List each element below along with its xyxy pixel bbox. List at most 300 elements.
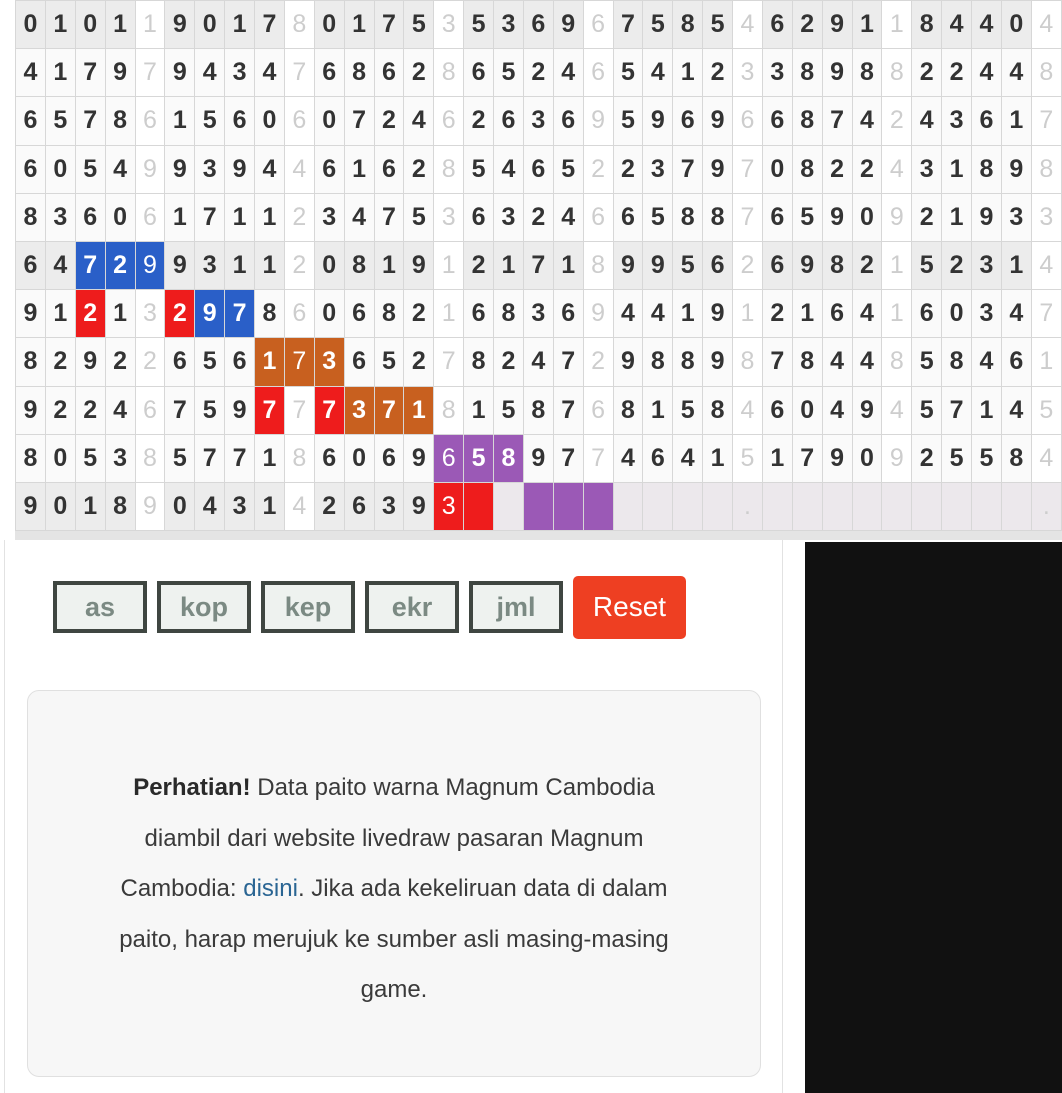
paito-cell[interactable]: 5 [45, 97, 75, 145]
paito-cell[interactable]: 0 [942, 290, 972, 338]
paito-cell[interactable]: 5 [673, 241, 703, 289]
paito-cell[interactable]: 9 [1001, 145, 1031, 193]
paito-cell[interactable]: 7 [822, 97, 852, 145]
paito-separator-cell[interactable]: 6 [135, 193, 165, 241]
paito-cell[interactable]: 6 [374, 49, 404, 97]
paito-cell[interactable]: 0 [314, 290, 344, 338]
paito-separator-cell[interactable]: 6 [583, 1, 613, 49]
paito-cell[interactable]: 7 [255, 386, 285, 434]
paito-separator-cell[interactable]: 8 [434, 49, 464, 97]
paito-cell[interactable]: 8 [16, 434, 46, 482]
paito-cell[interactable]: 9 [613, 338, 643, 386]
paito-cell[interactable] [494, 482, 524, 530]
paito-cell[interactable]: 3 [314, 338, 344, 386]
paito-cell[interactable]: 5 [673, 386, 703, 434]
paito-cell[interactable]: 9 [822, 49, 852, 97]
input-as[interactable] [53, 581, 147, 633]
paito-separator-cell[interactable]: 2 [284, 193, 314, 241]
paito-cell[interactable]: 0 [195, 1, 225, 49]
paito-cell[interactable]: 4 [673, 434, 703, 482]
paito-separator-cell[interactable]: . [733, 482, 763, 530]
paito-cell[interactable]: 4 [1001, 49, 1031, 97]
paito-cell[interactable]: 2 [75, 386, 105, 434]
paito-cell[interactable]: 4 [613, 290, 643, 338]
input-jml[interactable] [469, 581, 563, 633]
paito-cell[interactable]: 5 [972, 434, 1002, 482]
paito-cell[interactable]: 9 [404, 434, 434, 482]
paito-cell[interactable]: 2 [374, 97, 404, 145]
paito-cell[interactable]: 1 [673, 290, 703, 338]
paito-cell[interactable]: 9 [523, 434, 553, 482]
paito-cell[interactable]: 4 [45, 241, 75, 289]
paito-cell[interactable]: 2 [404, 290, 434, 338]
paito-separator-cell[interactable]: 9 [882, 193, 912, 241]
paito-cell[interactable] [1001, 482, 1031, 530]
paito-cell[interactable] [673, 482, 703, 530]
paito-cell[interactable]: 2 [523, 49, 553, 97]
paito-cell[interactable]: 3 [972, 241, 1002, 289]
paito-cell[interactable]: 7 [374, 1, 404, 49]
paito-separator-cell[interactable]: 2 [284, 241, 314, 289]
paito-cell[interactable]: 9 [822, 193, 852, 241]
paito-cell[interactable]: 8 [972, 145, 1002, 193]
paito-cell[interactable]: 2 [494, 338, 524, 386]
paito-cell[interactable]: 1 [105, 290, 135, 338]
paito-cell[interactable]: 7 [165, 386, 195, 434]
paito-cell[interactable]: 1 [165, 193, 195, 241]
paito-separator-cell[interactable]: 6 [733, 97, 763, 145]
paito-cell[interactable]: 3 [643, 145, 673, 193]
paito-cell[interactable]: 2 [404, 145, 434, 193]
paito-separator-cell[interactable]: 7 [1031, 97, 1061, 145]
paito-cell[interactable]: 9 [105, 49, 135, 97]
paito-cell[interactable]: 8 [464, 338, 494, 386]
paito-cell[interactable]: 6 [673, 97, 703, 145]
paito-separator-cell[interactable]: 7 [434, 338, 464, 386]
paito-cell[interactable]: 6 [75, 193, 105, 241]
paito-separator-cell[interactable]: 4 [1031, 1, 1061, 49]
paito-cell[interactable]: 8 [613, 386, 643, 434]
paito-cell[interactable]: 4 [523, 338, 553, 386]
paito-separator-cell[interactable]: 1 [882, 1, 912, 49]
paito-cell[interactable]: 5 [613, 49, 643, 97]
paito-cell[interactable]: 1 [255, 482, 285, 530]
paito-cell[interactable]: 3 [344, 386, 374, 434]
paito-cell[interactable]: 9 [16, 386, 46, 434]
paito-cell[interactable]: 0 [16, 1, 46, 49]
paito-cell[interactable]: 6 [464, 290, 494, 338]
paito-cell[interactable] [613, 482, 643, 530]
paito-cell[interactable]: 1 [1001, 241, 1031, 289]
paito-cell[interactable]: 5 [165, 434, 195, 482]
paito-cell[interactable]: 1 [464, 386, 494, 434]
paito-separator-cell[interactable]: 4 [733, 386, 763, 434]
paito-cell[interactable]: 4 [852, 290, 882, 338]
paito-cell[interactable]: 8 [792, 338, 822, 386]
paito-cell[interactable]: 9 [703, 145, 733, 193]
paito-separator-cell[interactable]: 3 [434, 193, 464, 241]
paito-cell[interactable]: 7 [553, 338, 583, 386]
paito-cell[interactable]: 7 [523, 241, 553, 289]
paito-cell[interactable]: 2 [523, 193, 553, 241]
paito-cell[interactable]: 4 [553, 49, 583, 97]
paito-cell[interactable]: 4 [1001, 290, 1031, 338]
paito-cell[interactable]: 4 [643, 290, 673, 338]
paito-separator-cell[interactable]: 1 [882, 241, 912, 289]
paito-cell[interactable]: 3 [374, 482, 404, 530]
paito-separator-cell[interactable]: 9 [583, 290, 613, 338]
paito-cell[interactable]: 7 [792, 434, 822, 482]
input-kep[interactable] [261, 581, 355, 633]
paito-separator-cell[interactable]: 6 [583, 49, 613, 97]
paito-cell[interactable]: 5 [195, 338, 225, 386]
paito-separator-cell[interactable]: 4 [1031, 241, 1061, 289]
paito-cell[interactable]: 9 [703, 338, 733, 386]
paito-cell[interactable] [942, 482, 972, 530]
paito-cell[interactable]: 3 [942, 97, 972, 145]
paito-cell[interactable]: 7 [225, 290, 255, 338]
paito-separator-cell[interactable]: 8 [882, 49, 912, 97]
paito-separator-cell[interactable]: 6 [284, 97, 314, 145]
paito-cell[interactable]: 9 [165, 1, 195, 49]
paito-cell[interactable]: 0 [314, 241, 344, 289]
paito-cell[interactable]: 5 [404, 1, 434, 49]
paito-cell[interactable]: 2 [404, 49, 434, 97]
paito-separator-cell[interactable]: 8 [434, 386, 464, 434]
paito-cell[interactable]: 6 [912, 290, 942, 338]
paito-separator-cell[interactable]: 8 [1031, 145, 1061, 193]
paito-cell[interactable]: 4 [344, 193, 374, 241]
paito-cell[interactable] [822, 482, 852, 530]
paito-separator-cell[interactable]: 8 [583, 241, 613, 289]
paito-cell[interactable]: 6 [165, 338, 195, 386]
paito-cell[interactable]: 8 [912, 1, 942, 49]
paito-cell[interactable]: 1 [255, 434, 285, 482]
paito-cell[interactable]: 2 [105, 338, 135, 386]
paito-cell[interactable]: 8 [792, 97, 822, 145]
paito-cell[interactable]: 4 [613, 434, 643, 482]
paito-cell[interactable]: 4 [912, 97, 942, 145]
paito-cell[interactable]: 5 [613, 97, 643, 145]
paito-cell[interactable]: 9 [643, 97, 673, 145]
paito-cell[interactable]: 9 [972, 193, 1002, 241]
paito-cell[interactable]: 6 [344, 290, 374, 338]
paito-cell[interactable]: 2 [314, 482, 344, 530]
paito-cell[interactable]: 9 [703, 97, 733, 145]
paito-cell[interactable]: 8 [374, 290, 404, 338]
paito-cell[interactable]: 0 [1001, 1, 1031, 49]
paito-cell[interactable]: 3 [225, 482, 255, 530]
paito-cell[interactable]: 6 [494, 97, 524, 145]
paito-cell[interactable]: 7 [195, 193, 225, 241]
paito-cell[interactable]: 3 [225, 49, 255, 97]
paito-cell[interactable]: 2 [942, 49, 972, 97]
paito-cell[interactable]: 7 [613, 1, 643, 49]
paito-cell[interactable]: 6 [523, 1, 553, 49]
paito-cell[interactable]: 8 [16, 338, 46, 386]
paito-cell[interactable]: 1 [344, 1, 374, 49]
paito-cell[interactable]: 7 [255, 1, 285, 49]
paito-cell[interactable]: 5 [75, 434, 105, 482]
paito-separator-cell[interactable]: 7 [284, 338, 314, 386]
paito-separator-cell[interactable]: 6 [434, 97, 464, 145]
paito-cell[interactable]: 3 [45, 193, 75, 241]
paito-separator-cell[interactable]: 8 [284, 434, 314, 482]
paito-separator-cell[interactable]: 8 [1031, 49, 1061, 97]
paito-cell[interactable]: 7 [225, 434, 255, 482]
paito-cell[interactable]: 9 [404, 482, 434, 530]
paito-cell[interactable]: 2 [613, 145, 643, 193]
paito-cell[interactable]: 6 [762, 386, 792, 434]
paito-cell[interactable]: 5 [374, 338, 404, 386]
paito-cell[interactable]: 1 [404, 386, 434, 434]
paito-cell[interactable] [852, 482, 882, 530]
paito-cell[interactable]: 2 [792, 1, 822, 49]
paito-cell[interactable]: 6 [314, 49, 344, 97]
paito-cell[interactable]: 6 [225, 97, 255, 145]
paito-cell[interactable]: 1 [45, 49, 75, 97]
paito-cell[interactable]: 5 [464, 1, 494, 49]
paito-cell[interactable]: 8 [643, 338, 673, 386]
paito-cell[interactable]: 6 [225, 338, 255, 386]
paito-separator-cell[interactable]: 7 [284, 49, 314, 97]
paito-cell[interactable]: 1 [75, 482, 105, 530]
paito-cell[interactable]: 4 [105, 386, 135, 434]
paito-cell[interactable]: 9 [643, 241, 673, 289]
paito-cell[interactable]: 1 [225, 1, 255, 49]
paito-cell[interactable]: 8 [523, 386, 553, 434]
paito-cell[interactable]: 8 [703, 386, 733, 434]
paito-cell[interactable]: 8 [792, 49, 822, 97]
paito-cell[interactable]: 2 [105, 241, 135, 289]
paito-separator-cell[interactable]: 6 [583, 193, 613, 241]
paito-cell[interactable]: 9 [165, 145, 195, 193]
paito-cell[interactable]: 4 [255, 145, 285, 193]
paito-cell[interactable]: 6 [553, 97, 583, 145]
paito-cell[interactable]: 1 [852, 1, 882, 49]
paito-separator-cell[interactable]: 8 [284, 1, 314, 49]
paito-cell[interactable]: 4 [553, 193, 583, 241]
paito-cell[interactable]: 1 [1001, 97, 1031, 145]
paito-cell[interactable]: 3 [195, 241, 225, 289]
paito-cell[interactable]: 7 [374, 386, 404, 434]
paito-separator-cell[interactable]: 2 [733, 241, 763, 289]
paito-cell[interactable]: 5 [792, 193, 822, 241]
paito-cell[interactable]: 4 [972, 338, 1002, 386]
paito-cell[interactable]: 6 [344, 338, 374, 386]
paito-cell[interactable]: 0 [75, 1, 105, 49]
paito-cell[interactable]: 0 [255, 97, 285, 145]
paito-cell[interactable]: 8 [852, 49, 882, 97]
paito-cell[interactable]: 4 [404, 97, 434, 145]
paito-cell[interactable]: 3 [523, 97, 553, 145]
paito-cell[interactable]: 8 [344, 49, 374, 97]
paito-cell[interactable]: 4 [972, 49, 1002, 97]
paito-separator-cell[interactable]: 8 [733, 338, 763, 386]
paito-cell[interactable]: 4 [643, 49, 673, 97]
paito-cell[interactable]: 1 [255, 241, 285, 289]
paito-cell[interactable]: 8 [1001, 434, 1031, 482]
paito-cell[interactable]: 7 [314, 386, 344, 434]
paito-cell[interactable]: 6 [972, 97, 1002, 145]
paito-cell[interactable]: 2 [852, 241, 882, 289]
paito-cell[interactable]: 7 [673, 145, 703, 193]
paito-separator-cell[interactable]: 2 [583, 145, 613, 193]
paito-separator-cell[interactable]: 2 [882, 97, 912, 145]
paito-separator-cell[interactable]: 1 [1031, 338, 1061, 386]
paito-cell[interactable]: 4 [16, 49, 46, 97]
paito-separator-cell[interactable] [882, 482, 912, 530]
paito-cell[interactable]: 7 [553, 386, 583, 434]
input-ekr[interactable] [365, 581, 459, 633]
paito-separator-cell[interactable]: 6 [434, 434, 464, 482]
paito-cell[interactable]: 8 [16, 193, 46, 241]
paito-cell[interactable]: 6 [16, 97, 46, 145]
paito-cell[interactable] [523, 482, 553, 530]
paito-separator-cell[interactable]: 7 [135, 49, 165, 97]
paito-cell[interactable] [464, 482, 494, 530]
paito-cell[interactable]: 3 [912, 145, 942, 193]
paito-cell[interactable]: 6 [314, 434, 344, 482]
paito-separator-cell[interactable]: 6 [135, 386, 165, 434]
paito-cell[interactable]: 7 [195, 434, 225, 482]
paito-cell[interactable]: 7 [553, 434, 583, 482]
paito-cell[interactable]: 3 [494, 1, 524, 49]
paito-cell[interactable]: 1 [255, 193, 285, 241]
paito-cell[interactable]: 3 [494, 193, 524, 241]
paito-cell[interactable]: 9 [16, 482, 46, 530]
paito-cell[interactable]: 4 [972, 1, 1002, 49]
paito-cell[interactable]: 2 [165, 290, 195, 338]
paito-cell[interactable]: 5 [195, 97, 225, 145]
paito-separator-cell[interactable]: 4 [733, 1, 763, 49]
paito-separator-cell[interactable]: 6 [135, 97, 165, 145]
paito-cell[interactable]: 8 [344, 241, 374, 289]
paito-cell[interactable]: 5 [404, 193, 434, 241]
paito-cell[interactable]: 8 [255, 290, 285, 338]
paito-cell[interactable]: 6 [703, 241, 733, 289]
paito-cell[interactable]: 6 [762, 1, 792, 49]
paito-cell[interactable]: 1 [972, 386, 1002, 434]
paito-separator-cell[interactable]: 7 [583, 434, 613, 482]
paito-cell[interactable]: 8 [792, 145, 822, 193]
paito-separator-cell[interactable]: 1 [135, 1, 165, 49]
paito-cell[interactable] [643, 482, 673, 530]
paito-cell[interactable]: 0 [314, 1, 344, 49]
paito-cell[interactable]: 0 [105, 193, 135, 241]
paito-separator-cell[interactable]: 3 [1031, 193, 1061, 241]
paito-separator-cell[interactable]: 9 [135, 241, 165, 289]
paito-cell[interactable]: 2 [912, 49, 942, 97]
paito-separator-cell[interactable]: 9 [135, 145, 165, 193]
paito-separator-cell[interactable]: 2 [135, 338, 165, 386]
paito-cell[interactable]: 9 [613, 241, 643, 289]
paito-cell[interactable]: 5 [942, 434, 972, 482]
paito-separator-cell[interactable] [583, 482, 613, 530]
paito-cell[interactable]: 4 [822, 338, 852, 386]
paito-separator-cell[interactable]: 7 [733, 193, 763, 241]
paito-cell[interactable]: 1 [225, 193, 255, 241]
paito-cell[interactable]: 8 [105, 482, 135, 530]
paito-separator-cell[interactable]: 3 [733, 49, 763, 97]
paito-cell[interactable]: 5 [195, 386, 225, 434]
paito-cell[interactable]: 0 [165, 482, 195, 530]
paito-cell[interactable]: 5 [643, 193, 673, 241]
paito-cell[interactable]: 2 [942, 241, 972, 289]
paito-cell[interactable]: 5 [912, 386, 942, 434]
paito-cell[interactable]: 6 [344, 482, 374, 530]
paito-cell[interactable] [762, 482, 792, 530]
paito-cell[interactable]: 5 [464, 145, 494, 193]
paito-separator-cell[interactable]: 1 [434, 290, 464, 338]
paito-cell[interactable]: 9 [553, 1, 583, 49]
paito-cell[interactable]: 8 [105, 97, 135, 145]
paito-cell[interactable]: 1 [105, 1, 135, 49]
paito-cell[interactable]: 2 [822, 145, 852, 193]
paito-cell[interactable]: 9 [225, 386, 255, 434]
paito-cell[interactable]: 3 [523, 290, 553, 338]
paito-cell[interactable]: 6 [613, 193, 643, 241]
paito-cell[interactable]: 2 [703, 49, 733, 97]
paito-cell[interactable]: 4 [822, 386, 852, 434]
paito-cell[interactable]: 1 [703, 434, 733, 482]
paito-cell[interactable]: 2 [75, 290, 105, 338]
paito-cell[interactable]: 8 [822, 241, 852, 289]
paito-cell[interactable]: 0 [45, 434, 75, 482]
paito-separator-cell[interactable]: . [1031, 482, 1061, 530]
paito-cell[interactable]: 9 [16, 290, 46, 338]
paito-cell[interactable]: 0 [762, 145, 792, 193]
paito-cell[interactable]: 9 [225, 145, 255, 193]
paito-cell[interactable]: 4 [255, 49, 285, 97]
paito-separator-cell[interactable]: 8 [135, 434, 165, 482]
paito-cell[interactable]: 1 [762, 434, 792, 482]
paito-cell[interactable]: 6 [643, 434, 673, 482]
paito-cell[interactable]: 6 [523, 145, 553, 193]
paito-separator-cell[interactable]: 7 [1031, 290, 1061, 338]
paito-cell[interactable] [703, 482, 733, 530]
paito-cell[interactable]: 0 [314, 97, 344, 145]
paito-separator-cell[interactable]: 8 [882, 338, 912, 386]
paito-cell[interactable]: 1 [344, 145, 374, 193]
paito-separator-cell[interactable]: 4 [882, 145, 912, 193]
paito-cell[interactable]: 1 [165, 97, 195, 145]
paito-separator-cell[interactable]: 4 [1031, 434, 1061, 482]
paito-cell[interactable]: 6 [762, 193, 792, 241]
paito-cell[interactable]: 8 [494, 290, 524, 338]
paito-cell[interactable]: 5 [464, 434, 494, 482]
paito-separator-cell[interactable]: 1 [434, 241, 464, 289]
paito-cell[interactable]: 2 [45, 386, 75, 434]
paito-separator-cell[interactable]: 9 [135, 482, 165, 530]
paito-cell[interactable]: 4 [852, 97, 882, 145]
paito-cell[interactable]: 0 [792, 386, 822, 434]
paito-separator-cell[interactable]: 3 [434, 1, 464, 49]
paito-cell[interactable]: 8 [673, 338, 703, 386]
paito-cell[interactable]: 4 [942, 1, 972, 49]
paito-cell[interactable]: 9 [703, 290, 733, 338]
paito-cell[interactable]: 5 [912, 241, 942, 289]
paito-cell[interactable]: 9 [75, 338, 105, 386]
paito-cell[interactable]: 6 [374, 434, 404, 482]
paito-cell[interactable]: 8 [703, 193, 733, 241]
paito-cell[interactable]: 3 [195, 145, 225, 193]
paito-cell[interactable]: 3 [972, 290, 1002, 338]
paito-cell[interactable]: 2 [852, 145, 882, 193]
paito-cell[interactable]: 5 [643, 1, 673, 49]
paito-cell[interactable]: 9 [165, 241, 195, 289]
paito-cell[interactable]: 5 [703, 1, 733, 49]
